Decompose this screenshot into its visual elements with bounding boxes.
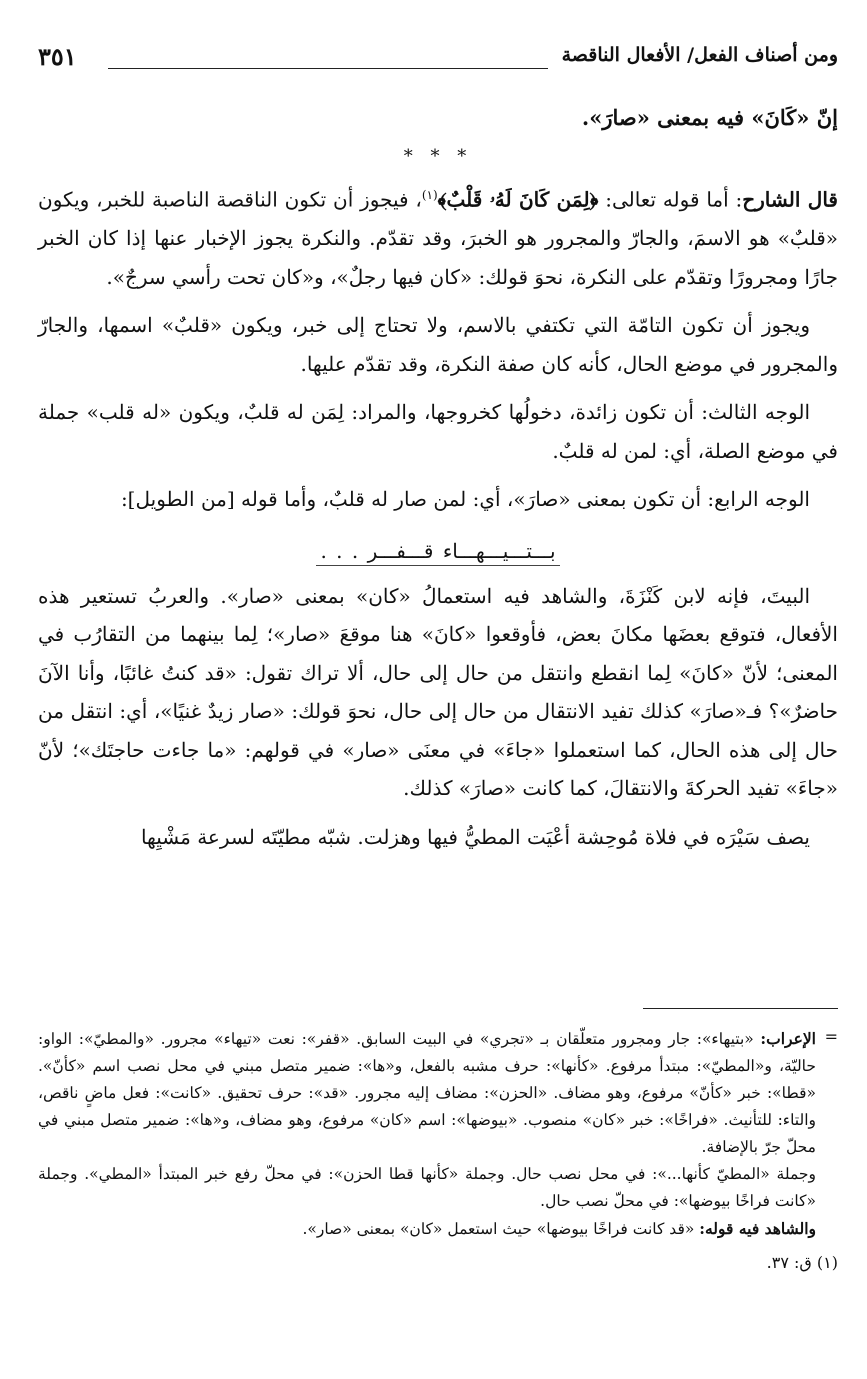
parsing-label: الإعراب:: [760, 1029, 816, 1048]
book-page: [38, 30, 838, 1350]
commentary-paragraph-1: [38, 176, 838, 296]
verse-text: بـــتـــيـــهـــاء قـــفـــر . . .: [316, 539, 559, 566]
section-separator: * * *: [403, 146, 473, 167]
footnote-1: (١) ق: ٣٧.: [766, 1253, 838, 1272]
header-rule: [108, 68, 548, 69]
commentary-paragraph-5: البيتَ، فإنه لابن كَنْزَةَ، والشاهد فيه استعمالُ «كان» بمعنى «صار». والعربُ تستعير هذه الأفعال، فتوقع بعضَها مكانَ بعض، فأوقعوا «كانَ» هنا موقعَ «صار»؛ لِما بينهما من التقارُب في المعنى؛ لأنّ «كانَ» لِما انقطع وانتقل من حال إلى حال، ألا تراك تقول: «قد كنتُ غائبًا، وأنا الآنَ حاضرٌ»؟ فـ«صارَ» كذلك تفيد الانتقال من حال إلى حال، نحوَ قولك: «صار زيدٌ غنيًا»، أي: انتقل من حال إلى هذه الحال، كما استعملوا «جاءَ» في معنَى «صار» في قولهم: «ما جاءت حاجتَك»؛ لأنّ «جاءَ» تفيد الحركةَ والانتقالَ، كما كانت «صارَ» كذلك.: [38, 583, 838, 801]
footnote-witness: [38, 1215, 816, 1243]
commentary-paragraph-3: الوجه الثالث: أن تكون زائدة، دخولُها كخروجها، والمراد: لِمَن له قلبٌ، ويكون «له قلب» جملة في موضع الصلة، أي: لمن له قلبٌ.: [38, 400, 838, 463]
footnote-parsing: [38, 1025, 816, 1161]
page-number: ٣٥١: [38, 42, 77, 71]
continuation-marker: =: [824, 1027, 838, 1046]
running-header: [38, 30, 838, 80]
p1-body: ، فيجوز أن تكون الناقصة الناصبة للخبر، ويكون «قلبٌ» هو الاسمَ، والجارّ والمجرور هو الخبرَ، وقد تقدّم. والنكرة يجوز الإخبار عنها إذا كان الخبر جارًا ومجرورًا وتقدّم على النكرة، نحوَ قولك: «كان فيها رجلٌ»، و«كان تحت رأسي سرجٌ».: [38, 187, 838, 289]
footnote-reference: (١): [421, 188, 438, 202]
commentary-paragraph-4: الوجه الرابع: أن تكون بمعنى «صارَ»، أي: لمن صار له قلبٌ، وأما قوله [من الطويل]:: [120, 487, 810, 512]
commentary-paragraph-2: ويجوز أن تكون التامّة التي تكتفي بالاسم، ولا تحتاج إلى خبر، ويكون «قلبٌ» اسمها، والجارّ والمجرور في موضع الحال، كأنه كان صفة النكرة، وقد تقدّم عليها.: [38, 313, 838, 376]
carried-over-line: إنّ «كَانَ» فيه بمعنى «صارَ».: [581, 105, 838, 130]
footnote-rule: [643, 1008, 838, 1009]
commentator-lead: قال الشارح: [742, 187, 838, 212]
footnote-continuation: [38, 1025, 838, 1243]
witness-label: والشاهد فيه قوله:: [699, 1219, 816, 1238]
footnotes-section: [38, 1025, 838, 1276]
commentary-paragraph-6: يصف سَيْرَه في فلاة مُوحِشة أعْيَت المطيُّ فيها وهزلت. شبّه مطيّتَه لسرعة مَشْيِها: [140, 824, 810, 849]
parsing-text: «بتيهاء»: جار ومجرور متعلّقان بـ «تجري» في البيت السابق. «قفر»: نعت «تيهاء» مجرور. «والمطيّ»: الواو: حاليّة، و«المطيّ»: مبتدأ مرفوع. «كأنها»: حرف مشبه بالفعل، و«ها»: ضمير متصل مبني في محل نصب اسم «كأنّ». «قطا»: خبر «كأنّ» مرفوع، وهو مضاف. «الحزن»: مضاف إليه مجرور. «قد»: حرف تحقيق. «كانت»: فعل ماضٍ ناقص، والتاء: للتأنيث. «فراخًا»: خبر «كان» منصوب. «بيوضها»: اسم «كان» مرفوع، وهو مضاف، و«ها»: ضمير متصل مبني في محلّ جرّ بالإضافة.: [38, 1030, 816, 1156]
chapter-title: ومن أصناف الفعل/ الأفعال الناقصة: [561, 44, 838, 66]
p1-intro: : أما قوله تعالى:: [598, 187, 743, 212]
quran-citation: ﴿لِمَن كَانَ لَهُۥ قَلْبٌ﴾: [437, 187, 599, 212]
witness-text: «قد كانت فراخًا بيوضها» حيث استعمل «كان» بمعنى «صار».: [302, 1220, 700, 1238]
poetry-verse: [38, 531, 838, 571]
footnote-sentences: وجملة «المطيّ كأنها...»: في محل نصب حال. وجملة «كأنها قطا الحزن»: في محلّ رفع خبر المبتدأ «المطي». وجملة «كانت فراخًا بيوضها»: في محلّ نصب حال.: [38, 1165, 816, 1210]
